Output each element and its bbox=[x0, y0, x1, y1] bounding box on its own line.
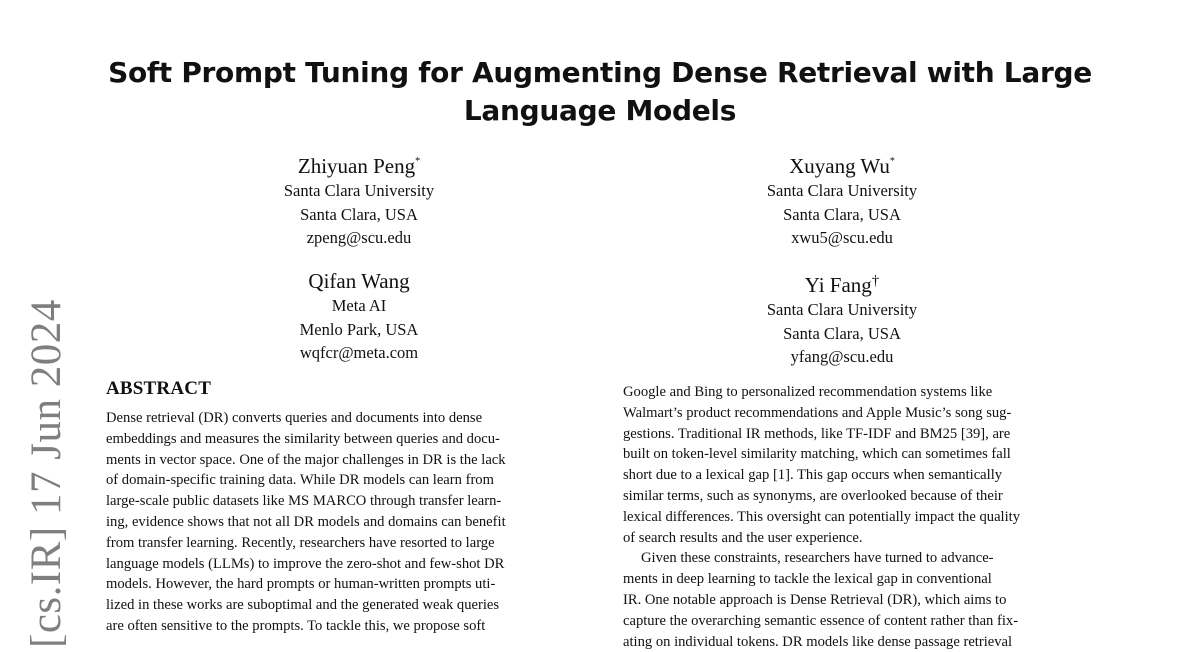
author-location: Santa Clara, USA bbox=[783, 323, 901, 343]
arxiv-identifier-stamp: [cs.IR] 17 Jun 2024 bbox=[23, 299, 70, 648]
abstract-line: models. However, the hard prompts or human-written prompts uti- bbox=[106, 576, 496, 593]
intro-line: gestions. Traditional IR methods, like TF-IDF and BM25 [39], are bbox=[623, 425, 1011, 442]
intro-line: of search results and the user experience. bbox=[623, 529, 863, 546]
abstract-line: language models (LLMs) to improve the zero-shot and few-shot DR bbox=[106, 555, 505, 572]
author-location: Santa Clara, USA bbox=[300, 204, 418, 224]
abstract-line: ing, evidence shows that not all DR models and domains can benefit bbox=[106, 513, 506, 530]
author-email[interactable]: wqfcr@meta.com bbox=[299, 343, 419, 362]
intro-line: short due to a lexical gap [1]. This gap occurs when semantically bbox=[623, 467, 1003, 484]
author-email[interactable]: yfang@scu.edu bbox=[790, 347, 894, 366]
intro-line: similar terms, such as synonyms, are overlooked because of their bbox=[623, 487, 1003, 504]
abstract-heading: ABSTRACT bbox=[106, 378, 212, 399]
abstract-line: embeddings and measures the similarity between queries and docu- bbox=[106, 430, 500, 447]
author-email[interactable]: zpeng@scu.edu bbox=[306, 228, 412, 247]
abstract-line: ments in vector space. One of the major challenges in DR is the lack bbox=[106, 451, 506, 468]
author-affiliation: Santa Clara University bbox=[283, 181, 435, 200]
author-block-4 bbox=[662, 268, 1022, 369]
intro-line: lexical differences. This oversight can potentially impact the quality bbox=[623, 508, 1021, 525]
intro-line: IR. One notable approach is Dense Retrieval (DR), which aims to bbox=[623, 591, 1007, 608]
author-name: Zhiyuan Peng bbox=[297, 154, 416, 178]
intro-line: built on token-level similarity matching, which can sometimes fall bbox=[623, 446, 1011, 463]
author-block-1 bbox=[179, 149, 539, 250]
abstract-line: from transfer learning. Recently, researchers have resorted to large bbox=[106, 534, 495, 551]
paper-title bbox=[100, 54, 1100, 130]
author-location: Santa Clara, USA bbox=[783, 204, 901, 224]
author-location: Menlo Park, USA bbox=[299, 319, 419, 339]
abstract-body bbox=[106, 408, 578, 637]
intro-line: Given these constraints, researchers have turned to advance- bbox=[641, 550, 994, 567]
intro-line: ating on individual tokens. DR models like dense passage retrieval bbox=[623, 633, 1013, 650]
intro-line: ments in deep learning to tackle the lexical gap in conventional bbox=[623, 571, 992, 588]
abstract-line: are often sensitive to the prompts. To tackle this, we propose soft bbox=[106, 617, 486, 634]
abstract-line: lized in these works are suboptimal and the generated weak queries bbox=[106, 597, 500, 614]
paper-title-line-1: Soft Prompt Tuning for Augmenting Dense Retrieval with Large bbox=[108, 56, 1092, 89]
author-email[interactable]: xwu5@scu.edu bbox=[791, 228, 893, 247]
abstract-line: Dense retrieval (DR) converts queries and documents into dense bbox=[106, 410, 483, 426]
author-block-2 bbox=[662, 149, 1022, 250]
author-block-3 bbox=[179, 268, 539, 365]
author-affiliation: Meta AI bbox=[331, 296, 387, 315]
introduction-body bbox=[623, 382, 1095, 652]
author-name: Yi Fang bbox=[804, 273, 872, 297]
abstract-line: of domain-specific training data. While DR models can learn from bbox=[106, 472, 494, 489]
author-name: Qifan Wang bbox=[308, 269, 410, 293]
intro-line: Google and Bing to personalized recommendation systems like bbox=[623, 384, 993, 400]
intro-paragraph-1 bbox=[623, 382, 1095, 548]
author-affiliation: Santa Clara University bbox=[766, 300, 918, 319]
equal-contribution-mark: * bbox=[415, 156, 421, 167]
corresponding-author-mark: † bbox=[871, 273, 880, 289]
author-affiliation: Santa Clara University bbox=[766, 181, 918, 200]
equal-contribution-mark: * bbox=[889, 156, 895, 167]
intro-line: capture the overarching semantic essence of content rather than fix- bbox=[623, 612, 1019, 629]
paper-title-line-2: Language Models bbox=[463, 94, 737, 127]
abstract-line: large-scale public datasets like MS MARCO through transfer learn- bbox=[106, 493, 502, 510]
author-name: Xuyang Wu bbox=[789, 154, 890, 178]
intro-line: Walmart’s product recommendations and Apple Music’s song sug- bbox=[623, 404, 1012, 421]
intro-paragraph-2 bbox=[623, 548, 1095, 652]
